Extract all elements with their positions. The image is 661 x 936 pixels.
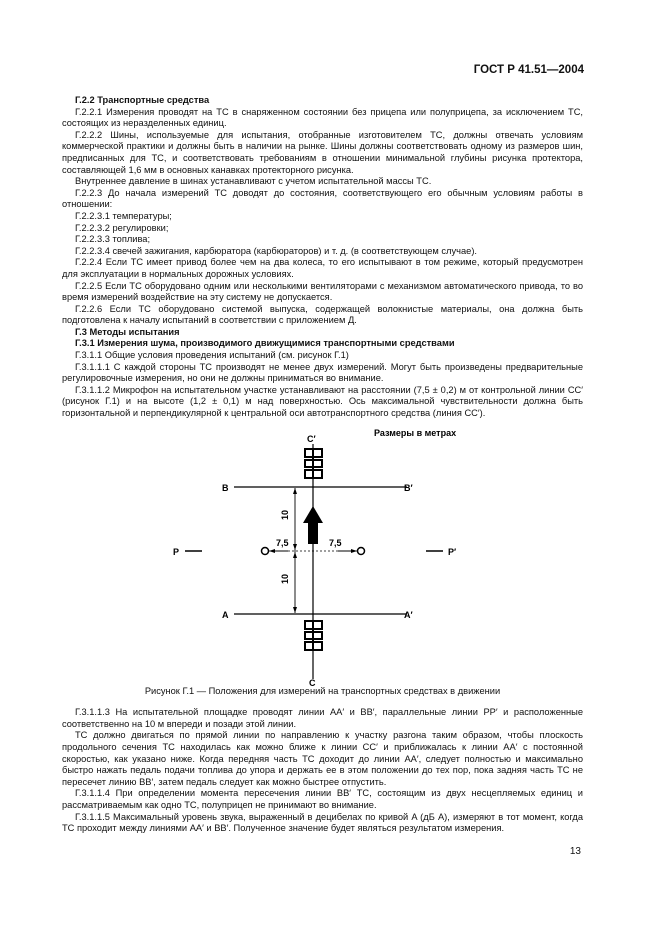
dim-label-7-5-right: 7,5 <box>329 537 342 548</box>
microphone-right-icon <box>358 547 365 554</box>
paragraph: Г.3.1.1.5 Максимальный уровень звука, выраженный в децибелах по кривой A (дБ A), измеряют в тот момент, когда ТС проходит между линиями AA′ и BB′. Полученное значение будет являться результатом измерения. <box>62 811 583 834</box>
paragraph: Г.3.1.1.1 С каждой стороны ТС производят не менее двух измерений. Могут быть произведены предварительные регулировочные измерения, но они не должны приниматься во внимание. <box>62 361 583 384</box>
paragraph: Внутреннее давление в шинах устанавливают с учетом испытательной массы ТС. <box>75 176 432 187</box>
paragraph: ТС должно двигаться по прямой линии по направлению к участку разгона таким образом, чтобы плоскость продольного сечения ТС находилась как можно ближе к линии CC′ и приближалась к линии AA′ с постоянной скоростью, как указано ниже. Когда передняя часть ТС доходит до линии AA′, следует полностью и максимально быстро нажать педаль подачи топлива до упора и держать ее в этом положении до тех пор, пока задняя часть ТС не пересечет линию BB′, затем педаль следует как можно быстрее отпустить. <box>62 730 583 787</box>
paragraph: Г.3.1.1.3 На испытательной площадке проводят линии AA′ и BB′, параллельные линии PP′ и расположенные соответственно на 10 м впереди и позади этой линии. <box>62 707 583 729</box>
paragraph: Г.2.2.1 Измерения проводят на ТС в снаряженном состоянии без прицепа или полуприцепа, за исключением ТС, состоящих из неразделенных единиц. <box>62 106 583 129</box>
paragraph: Г.3.1.1.2 Микрофон на испытательном участке устанавливают на расстоянии (7,5 ± 0,2) м от контрольной линии CC′ (рисунок Г.1) и на высоте (1,2 ± 0,1) м над поверхностью. Ось максимальной чувствительности должна быть горизонтальной и перпендикулярной к центральной оси автотранспортного средства (линия CC′). <box>62 384 583 419</box>
paragraph: Г.3.1.1.4 При определении момента пересечения линии BB′ ТС, состоящим из двух несцепляемых единиц и рассматриваемым как одно ТС, полуприцеп не принимают во внимание. <box>62 788 583 810</box>
list-item: Г.2.2.3.1 температуры; <box>75 210 172 221</box>
paragraph: Г.2.2.5 Если ТС оборудовано одним или несколькими вентиляторами с механизмом автоматического привода, то во время измерений воздействие на эту систему не допускается. <box>62 280 583 303</box>
figure-caption: Рисунок Г.1 — Положения для измерений на транспортных средствах в движении <box>144 685 501 696</box>
paragraph: Г.2.2.6 Если ТС оборудовано системой выпуска, содержащей волокнистые материалы, она должна быть подготовлена к началу испытаний в соответствии с приложением Д. <box>62 303 583 326</box>
label-a-prime: A′ <box>404 609 413 620</box>
label-b-prime: B′ <box>404 482 413 493</box>
direction-arrow-icon <box>303 506 323 523</box>
measurement-diagram <box>62 424 583 686</box>
list-item: Г.2.2.3.4 свечей зажигания, карбюратора (карбюраторов) и т. д. (в соответствующем случае). <box>75 245 477 256</box>
dim-label-10-top: 10 <box>280 509 290 520</box>
arrowhead-icon <box>293 488 297 494</box>
list-item: Г.2.2.3.2 регулировки; <box>75 222 169 233</box>
arrowhead-icon <box>293 552 297 558</box>
arrowhead-icon <box>293 607 297 613</box>
document-header: ГОСТ Р 41.51—2004 <box>473 64 584 76</box>
page-number: 13 <box>569 846 581 857</box>
vehicle-bottom-icon <box>305 621 322 650</box>
dim-label-7-5-left: 7,5 <box>276 537 289 548</box>
section-heading: Г.3.1 Измерения шума, производимого движущимися транспортными средствами <box>75 338 455 349</box>
paragraph: Г.3.1.1 Общие условия проведения испытаний (см. рисунок Г.1) <box>75 350 349 361</box>
direction-arrow-shaft <box>308 521 318 544</box>
arrowhead-icon <box>351 549 357 553</box>
section-heading: Г.3 Методы испытания <box>75 326 180 337</box>
label-p-prime: P′ <box>448 546 457 557</box>
label-c: C <box>309 677 316 686</box>
arrowhead-icon <box>293 544 297 550</box>
document-body <box>62 95 583 835</box>
dim-label-10-bottom: 10 <box>280 573 290 584</box>
label-p: P <box>173 546 180 557</box>
label-b: B <box>222 482 229 493</box>
section-heading: Г.2.2 Транспортные средства <box>75 95 210 105</box>
label-c-prime: C′ <box>307 433 316 444</box>
paragraph: Г.2.2.2 Шины, используемые для испытания, отобранные изготовителем ТС, должны отвечать условиям коммерческой практики и должны быть в наличии на рынке. Шины должны соответствовать одному из размеров шин, предписанных для ТС, и соответствовать требованиям в отношении минимальной глубины рисунка протектора, составляющей 1,6 мм в основных канавках протекторного рисунка. <box>62 129 583 175</box>
label-a: A <box>222 609 229 620</box>
dims-note: Размеры в метрах <box>374 427 457 438</box>
paragraph: Г.2.2.3 До начала измерений ТС доводят до состояния, соответствующего его обычным условиям работы в отношении: <box>62 187 583 210</box>
vehicle-top-icon <box>305 449 322 478</box>
microphone-left-icon <box>262 547 269 554</box>
figure-g1 <box>62 424 583 684</box>
arrowhead-icon <box>269 549 275 553</box>
list-item: Г.2.2.3.3 топлива; <box>75 234 151 245</box>
paragraph: Г.2.2.4 Если ТС имеет привод более чем на два колеса, то его испытывают в том режиме, который предусмотрен для эксплуатации в нормальных дорожных условиях. <box>62 257 583 279</box>
